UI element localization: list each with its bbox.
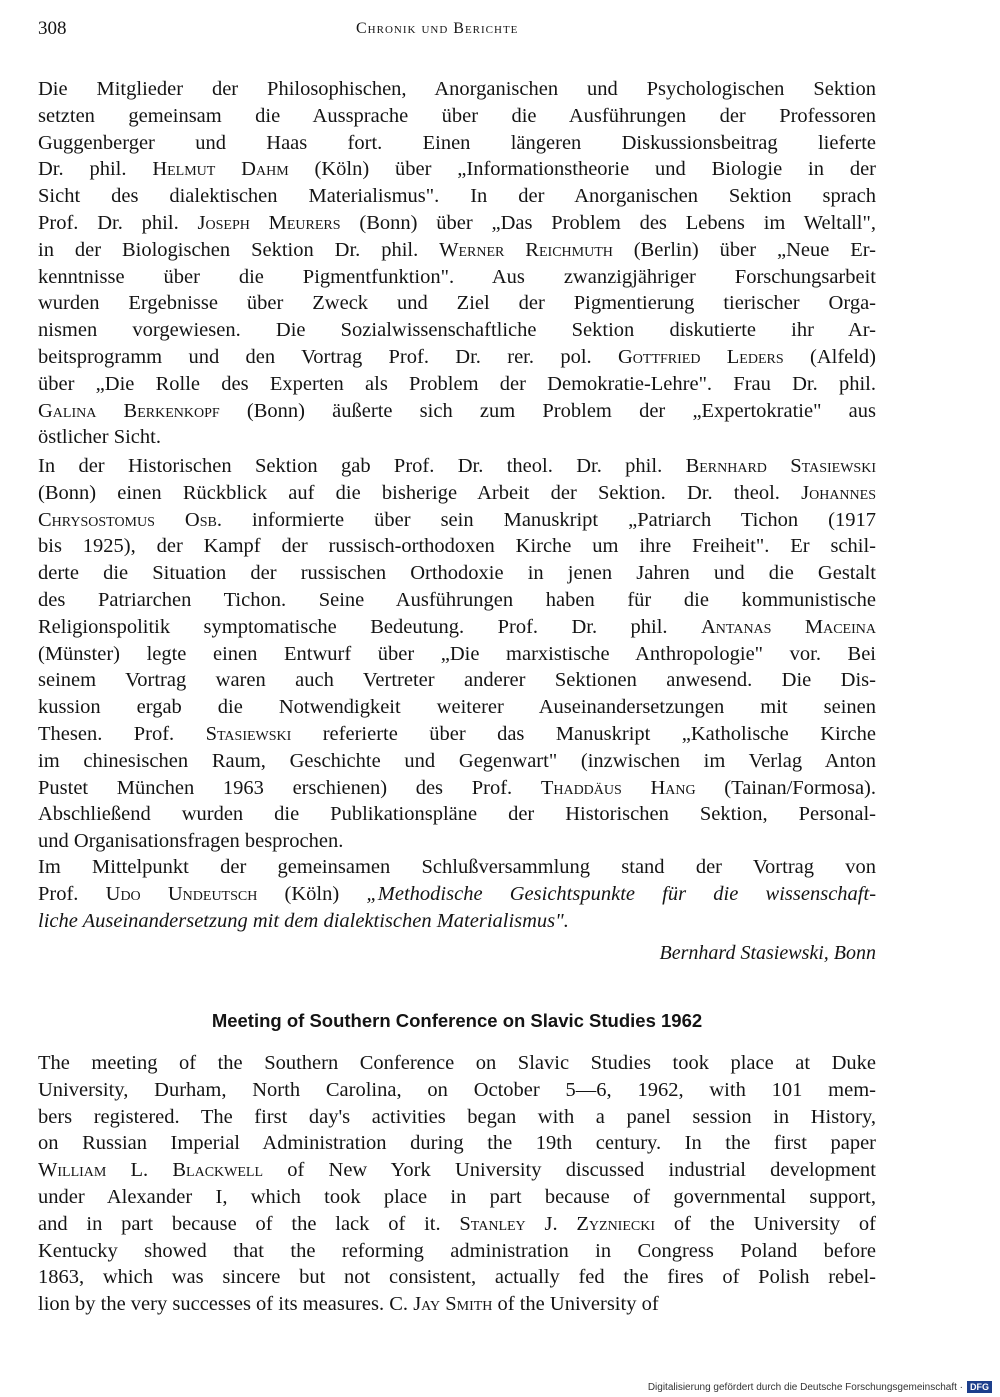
- paragraph-philosophical-sections: [38, 76, 876, 451]
- text-segment: on Russian Imperial Administration during the 19th century. In the first paper: [38, 1132, 876, 1155]
- text-line: [38, 398, 876, 425]
- person-name: Helmut Dahm: [152, 158, 289, 181]
- text-segment: „Methodische Gesichtspunkte für die wissenschaft-: [366, 882, 877, 905]
- text-line: [38, 344, 876, 371]
- person-name: Jay Smith: [413, 1293, 493, 1316]
- text-segment: im chinesischen Raum, Geschichte und Gegenwart" (inzwischen im Verlag Anton: [38, 749, 876, 772]
- text-line: [38, 371, 876, 398]
- text-segment: bis 1925), der Kampf der russisch-orthodoxen Kirche um ihre Freiheit". Er schil-: [38, 535, 876, 558]
- text-segment: wurden Ergebnisse über Zweck und Ziel der Pigmentierung tierischer Orga-: [38, 292, 876, 315]
- text-segment: seinem Vortrag waren auch Vertreter anderer Sektionen anwesend. Die Dis-: [38, 669, 876, 692]
- text-segment: (Tainan/Formosa).: [695, 776, 876, 799]
- person-name: Chrysostomus Osb.: [38, 508, 222, 531]
- text-segment: Die Mitglieder der Philosophischen, Anorganischen und Psychologischen Sektion: [38, 78, 876, 100]
- person-name: Thaddäus Hang: [540, 776, 696, 799]
- text-line: [38, 694, 876, 721]
- text-line: [38, 828, 876, 855]
- text-line: [38, 156, 876, 183]
- text-line: [38, 1291, 876, 1318]
- text-segment: informierte über sein Manuskript „Patriarch Tichon (1917: [221, 508, 876, 531]
- text-segment: Im Mittelpunkt der gemeinsamen Schlußversammlung stand der Vortrag von: [38, 856, 876, 878]
- text-segment: (Köln): [257, 882, 367, 905]
- text-segment: Prof.: [38, 882, 106, 905]
- text-segment: Thesen. Prof.: [38, 722, 206, 745]
- footer-text: Digitalisierung gefördert durch die Deutsche Forschungsgemeinschaft ·: [647, 1381, 963, 1393]
- text-segment: referierte über das Manuskript „Katholische Kirche: [291, 722, 876, 745]
- text-segment: des Patriarchen Tichon. Seine Ausführungen haben für die kommunistische: [38, 588, 876, 611]
- text-segment: of the University of: [655, 1212, 876, 1235]
- text-line: [38, 1211, 876, 1238]
- text-line: [38, 290, 876, 317]
- page-header: [38, 18, 878, 48]
- text-line: [38, 453, 876, 480]
- person-name: Joseph Meurers: [197, 211, 341, 234]
- person-name: Stanley J. Zyzniecki: [459, 1212, 656, 1235]
- text-segment: In der Historischen Sektion gab Prof. Dr. theol. Dr. phil.: [38, 455, 686, 477]
- text-segment: kussion ergab die Notwendigkeit weiterer Auseinandersetzungen mit seinen: [38, 696, 876, 719]
- person-name: Johannes: [801, 481, 876, 504]
- person-name: Werner Reichmuth: [439, 238, 613, 261]
- text-segment: derte die Situation der russischen Orthodoxie in jenen Jahren und die Gestalt: [38, 562, 876, 585]
- text-line: [38, 721, 876, 748]
- text-line: [38, 1157, 876, 1184]
- text-line: [38, 801, 876, 828]
- text-line: [38, 507, 876, 534]
- text-line: [38, 881, 876, 908]
- text-line: [38, 533, 876, 560]
- text-line: [38, 1264, 876, 1291]
- paragraph-historical-section: [38, 453, 876, 855]
- text-segment: Guggenberger und Haas fort. Einen längeren Diskussionsbeitrag lieferte: [38, 131, 876, 154]
- text-segment: University, Durham, North Carolina, on October 5—6, 1962, with 101 mem-: [38, 1078, 876, 1101]
- text-line: [38, 237, 876, 264]
- text-segment: and in part because of the lack of it.: [38, 1212, 460, 1235]
- text-line: [38, 76, 876, 103]
- text-segment: östlicher Sicht.: [38, 426, 161, 449]
- text-line: [38, 641, 876, 668]
- text-segment: 1863, which was sincere but not consistent, actually fed the fires of Polish rebel-: [38, 1266, 876, 1289]
- text-line: [38, 264, 876, 291]
- text-segment: Prof. Dr. phil.: [38, 211, 198, 234]
- text-line: [38, 317, 876, 344]
- text-segment: (Münster) legte einen Entwurf über „Die marxistische Anthropologie" vor. Bei: [38, 642, 876, 665]
- text-line: [38, 1184, 876, 1211]
- text-line: [38, 854, 876, 881]
- text-segment: under Alexander I, which took place in part because of governmental support,: [38, 1185, 876, 1208]
- section-heading: Meeting of Southern Conference on Slavic Studies 1962: [211, 1010, 703, 1031]
- text-segment: Religionspolitik symptomatische Bedeutung. Prof. Dr. phil.: [38, 615, 701, 638]
- text-segment: of the University of: [492, 1293, 659, 1316]
- person-name: Gottfried Leders: [617, 345, 784, 368]
- text-line: [38, 775, 876, 802]
- text-line: [38, 183, 876, 210]
- text-segment: beitsprogramm und den Vortrag Prof. Dr. rer. pol.: [38, 345, 618, 368]
- text-segment: bers registered. The first day's activities began with a panel session in History,: [38, 1105, 876, 1128]
- text-segment: (Bonn) über „Das Problem des Lebens im Weltall",: [340, 211, 876, 234]
- text-segment: (Bonn) einen Rückblick auf die bisherige Arbeit der Sektion. Dr. theol.: [38, 481, 802, 504]
- text-segment: Abschließend wurden die Publikationspläne der Historischen Sektion, Personal-: [38, 803, 876, 826]
- text-segment: setzten gemeinsam die Aussprache über die Ausführungen der Professoren: [38, 104, 876, 127]
- text-segment: of New York University discussed industrial development: [263, 1159, 876, 1182]
- text-segment: Dr. phil.: [38, 158, 153, 181]
- text-segment: liche Auseinandersetzung mit dem dialektischen Materialismus".: [38, 909, 569, 932]
- person-name: Bernhard Stasiewski: [685, 455, 876, 477]
- text-line: [38, 210, 876, 237]
- dfg-logo: DFG: [967, 1381, 992, 1393]
- text-segment: (Köln) über „Informationstheorie und Biologie in der: [288, 158, 877, 181]
- text-segment: und Organisationsfragen besprochen.: [38, 830, 344, 853]
- text-line: [38, 1050, 876, 1077]
- author-signature: Bernhard Stasiewski, Bonn: [659, 942, 876, 964]
- running-head: Chronik und Berichte: [356, 20, 519, 37]
- person-name: Stasiewski: [205, 722, 292, 745]
- text-line: [38, 587, 876, 614]
- person-name: Galina Berkenkopf: [38, 399, 220, 422]
- text-line: [38, 748, 876, 775]
- person-name: William L. Blackwell: [38, 1159, 264, 1182]
- text-segment: (Alfeld): [783, 345, 877, 368]
- text-line: [38, 614, 876, 641]
- text-line: [38, 130, 876, 157]
- text-segment: The meeting of the Southern Conference on Slavic Studies took place at Duke: [38, 1052, 876, 1074]
- person-name: Antanas Maceina: [700, 615, 876, 638]
- text-segment: kenntnisse über die Pigmentfunktion". Aus zwanzigjähriger Forschungsarbeit: [38, 265, 876, 288]
- text-segment: Sicht des dialektischen Materialismus". In der Anorganischen Sektion sprach: [38, 185, 876, 208]
- text-segment: Pustet München 1963 erschienen) des Prof.: [38, 776, 541, 799]
- text-segment: in der Biologischen Sektion Dr. phil.: [38, 238, 440, 261]
- text-line: [38, 480, 876, 507]
- digitization-footer: [648, 1381, 992, 1393]
- text-line: [38, 1104, 876, 1131]
- text-line: [38, 667, 876, 694]
- text-segment: Kentucky showed that the reforming administration in Congress Poland before: [38, 1239, 876, 1262]
- text-line: [38, 424, 876, 451]
- text-segment: (Berlin) über „Neue Er-: [612, 238, 877, 261]
- page-number: 308: [38, 18, 67, 39]
- text-line: [38, 1130, 876, 1157]
- text-segment: (Bonn) äußerte sich zum Problem der „Expertokratie" aus: [219, 399, 876, 422]
- text-segment: über „Die Rolle des Experten als Problem der Demokratie-Lehre". Frau Dr. phil.: [38, 372, 876, 395]
- text-line: [38, 103, 876, 130]
- text-segment: nismen vorgewiesen. Die Sozialwissenschaftliche Sektion diskutierte ihr Ar-: [38, 319, 876, 342]
- text-line: [38, 1238, 876, 1265]
- text-segment: lion by the very successes of its measures. C.: [38, 1293, 414, 1316]
- paragraph-southern-conference: [38, 1050, 876, 1318]
- paragraph-closing-assembly: [38, 854, 876, 934]
- person-name: Udo Undeutsch: [105, 882, 258, 905]
- text-line: [38, 1077, 876, 1104]
- text-line: [38, 908, 876, 935]
- text-line: [38, 560, 876, 587]
